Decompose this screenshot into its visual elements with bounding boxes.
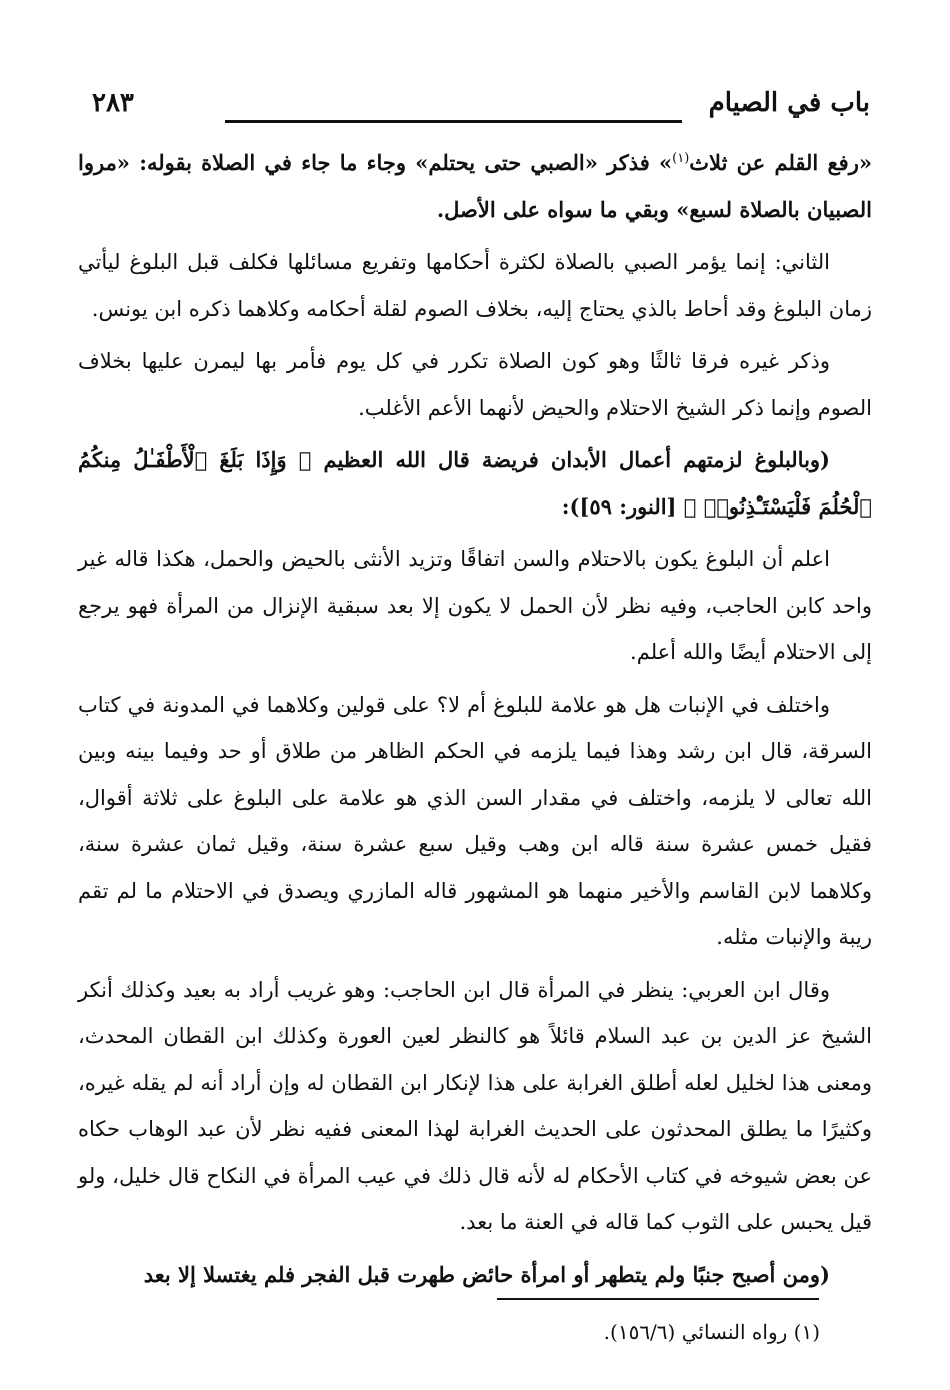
paragraph: [78, 239, 872, 332]
paragraph-text: اعلم أن البلوغ يكون بالاحتلام والسن اتفاقًا وتزيد الأنثى بالحيض والحمل، هكذا قاله غير واحد كابن الحاجب، وفيه نظر لأن الحمل لا يكون إلا بعد سبقية الإنزال من المرأة فهو يرجع إلى الاحتلام أيضًا والله أعلم.: [78, 547, 872, 664]
page-number: ٢٨٣: [92, 88, 134, 118]
paragraph-text: «رفع القلم عن ثلاث: [689, 150, 872, 175]
paragraph-text: » فذكر «الصبي حتى يحتلم» وجاء ما جاء في الصلاة بقوله: «مروا الصبيان بالصلاة لسبع» وبقي ما سواه على الأصل.: [78, 150, 872, 222]
paragraph: [78, 536, 872, 676]
footnote: (١) رواه النسائي (١٥٦/٦).: [603, 1320, 820, 1344]
header-rule: [225, 120, 682, 123]
paragraph-text: الثاني: إنما يؤمر الصبي بالصلاة لكثرة أحكامها وتفريع مسائلها فكلف قبل البلوغ ليأتي زمان البلوغ وقد أحاط بالذي يحتاج إليه، بخلاف الصوم لقلة أحكامه وكلاهما ذكره ابن يونس.: [78, 250, 872, 321]
paragraph: [78, 967, 872, 1246]
paragraph: [78, 437, 872, 530]
paragraph-text: واختلف في الإنبات هل هو علامة للبلوغ أم لا؟ على قولين وكلاهما في المدونة في كتاب السرقة، قال ابن رشد وهذا فيما يلزمه في الحكم الظاهر من طلاق أو حد وفيما بينه وبين الله تعالى لا يلزمه، واختلف في مقدار السن الذي هو علامة على البلوغ على ثلاثة أقوال، فقيل خمس عشرة سنة قاله ابن وهب وقيل سبع عشرة سنة، وقيل ثمان عشرة سنة، وكلاهما لابن القاسم والأخير منهما هو المشهور قاله المازري ويصدق في الاحتلام ما لم تقم ريبة والإنبات مثله.: [78, 692, 872, 949]
paragraph: [78, 1252, 872, 1299]
paragraph-text: (وبالبلوغ لزمتهم أعمال الأبدان فريضة قال الله العظيم ﴿ وَإِذَا بَلَغَ ٱلْأَطْفَـٰلُ مِنكُمُ ٱلْحُلُمَ فَلْيَسْتَـْٔذِنُوا۟ ﴾ [النور: ٥٩]):: [78, 447, 872, 519]
footnote-rule: [497, 1298, 819, 1300]
paragraph-text: وذكر غيره فرقا ثالثًا وهو كون الصلاة تكرر في كل يوم فأمر بها ليمرن عليها بخلاف الصوم وإنما ذكر الشيخ الاحتلام والحيض لأنهما الأعم الأغلب.: [78, 349, 872, 420]
paragraph-text: (ومن أصبح جنبًا ولم يتطهر أو امرأة حائض طهرت قبل الفجر فلم يغتسلا إلا بعد: [143, 1261, 830, 1287]
paragraph-text: وقال ابن العربي: ينظر في المرأة قال ابن الحاجب: وهو غريب أراد به بعيد وكذلك أنكر الشيخ عز الدين بن عبد السلام قائلاً هو كالنظر لعين العورة وكذلك ابن القطان المحدث، ومعنى هذا لخليل لعله أطلق الغرابة على هذا لإنكار ابن القطان له وإن أراد أنه لم يقله غيره، وكثيرًا ما يطلق المحدثون على الحديث الغرابة لهذا المعنى ففيه نظر لأن عبد الوهاب حكاه عن بعض شيوخه في كتاب الأحكام له لأنه قال ذلك في عيب المرأة في النكاح قال خليل، ولو قيل يحبس على الثوب كما قاله في العنة ما بعد.: [78, 977, 872, 1234]
page-header: [80, 86, 870, 130]
paragraph: [78, 682, 872, 961]
paragraph: [78, 338, 872, 431]
paragraph: [78, 140, 872, 233]
chapter-title: باب في الصيام: [708, 88, 870, 118]
body-text: [78, 140, 872, 1304]
footnote-marker: (١): [672, 151, 690, 166]
